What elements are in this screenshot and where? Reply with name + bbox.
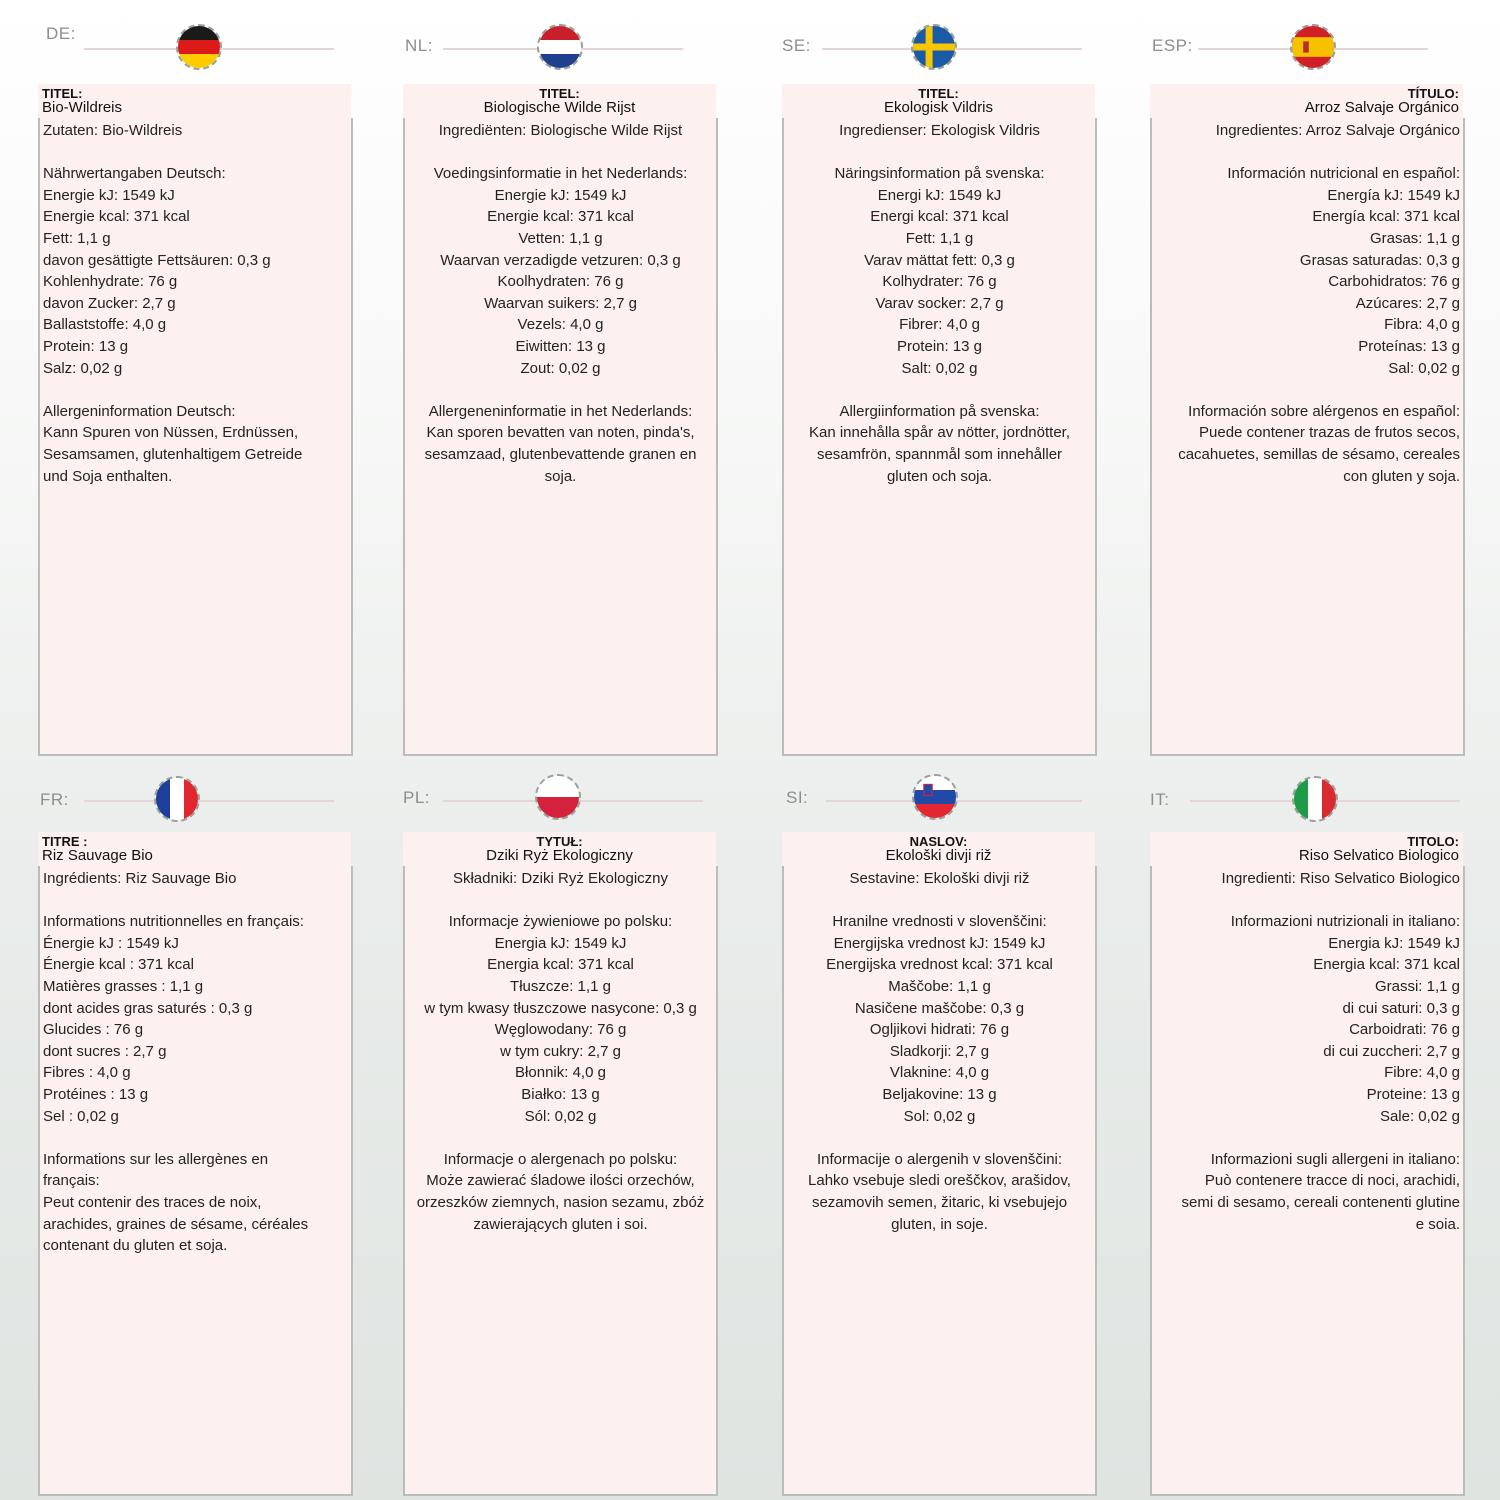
language-header	[1150, 748, 1465, 808]
title-label: TYTUŁ:	[536, 834, 583, 849]
language-header	[38, 748, 353, 808]
language-header	[403, 0, 718, 60]
language-header	[782, 0, 1097, 60]
info-line: Puede contener trazas de frutos secos,	[1199, 424, 1460, 442]
info-line: w tym cukry: 2,7 g	[500, 1042, 621, 1060]
info-line: Energi kcal: 371 kcal	[870, 208, 1009, 226]
info-line: Energia kJ: 1549 kJ	[1328, 934, 1460, 952]
info-line: Può contenere tracce di noci, arachidi,	[1204, 1172, 1460, 1190]
language-code: PL:	[403, 788, 431, 807]
info-line: Grasas: 1,1 g	[1369, 229, 1460, 247]
info-line: orzeszków ziemnych, nasion sezamu, zbóż	[416, 1193, 705, 1211]
info-line: Voedingsinformatie in het Nederlands:	[433, 165, 688, 183]
info-line: Maščobe: 1,1 g	[888, 977, 991, 995]
language-header	[782, 748, 1097, 808]
product-info	[38, 866, 353, 1496]
info-line: Fibrer: 4,0 g	[899, 316, 980, 334]
info-line: Grasas saturadas: 0,3 g	[1299, 251, 1460, 269]
language-code: DE:	[46, 24, 76, 43]
info-line: Protein: 13 g	[896, 337, 983, 355]
info-line: Carbohidratos: 76 g	[1328, 273, 1460, 291]
language-header	[403, 748, 718, 808]
title-value: Bio-Wildreis	[42, 99, 123, 116]
info-line: Información nutricional en español:	[1227, 165, 1460, 183]
info-line: Varav mättat fett: 0,3 g	[864, 251, 1015, 269]
info-line: Kolhydrater: 76 g	[882, 273, 997, 291]
info-line: Energijska vrednost kJ: 1549 kJ	[833, 934, 1046, 952]
info-line: Vezels: 4,0 g	[517, 316, 604, 334]
info-line	[1155, 890, 1460, 912]
info-line: davon gesättigte Fettsäuren: 0,3 g	[43, 251, 271, 269]
info-line: Kan innehålla spår av nötter, jordnötter,	[808, 424, 1070, 442]
info-line: Allergiinformation på svenska:	[839, 402, 1040, 420]
info-line: Białko: 13 g	[521, 1085, 600, 1103]
info-line: di cui zuccheri: 2,7 g	[1323, 1042, 1460, 1060]
product-info	[403, 866, 718, 1496]
info-line: Varav socker: 2,7 g	[875, 294, 1004, 312]
info-line: Fibre: 4,0 g	[1384, 1064, 1460, 1082]
info-line: con gluten y soja.	[1343, 467, 1460, 485]
title-box	[403, 832, 716, 868]
language-code: SI:	[786, 788, 809, 807]
info-line: sesamfrön, spannmål som innehåller	[816, 445, 1063, 463]
info-line: Informations sur les allergènes en	[43, 1150, 269, 1168]
info-line	[43, 379, 348, 401]
info-line: Energie kcal: 371 kcal	[43, 208, 190, 226]
info-line	[1155, 1127, 1460, 1149]
info-line: Näringsinformation på svenska:	[834, 165, 1045, 183]
product-info	[782, 118, 1097, 756]
info-line	[43, 890, 348, 912]
info-line: Información sobre alérgenos en español:	[1188, 402, 1460, 420]
info-line: Informazioni sugli allergeni in italiano:	[1210, 1150, 1460, 1168]
info-line: cacahuetes, semillas de sésamo, cereales	[1178, 445, 1460, 463]
info-line: e soia.	[1415, 1215, 1460, 1233]
product-info	[782, 866, 1097, 1496]
language-header	[38, 0, 353, 60]
info-line: Informacje żywieniowe po polsku:	[448, 913, 673, 931]
info-line: Energía kcal: 371 kcal	[1312, 208, 1460, 226]
info-line: Salz: 0,02 g	[43, 359, 123, 377]
product-info	[1150, 118, 1465, 756]
info-line: Sol: 0,02 g	[903, 1107, 976, 1125]
info-line	[408, 1127, 713, 1149]
info-line: Zout: 0,02 g	[520, 359, 601, 377]
info-line: Azúcares: 2,7 g	[1355, 294, 1460, 312]
title-box	[38, 84, 351, 120]
title-box	[403, 84, 716, 120]
info-line: Glucides : 76 g	[43, 1021, 144, 1039]
spain-flag-icon	[1290, 24, 1336, 70]
info-line: Energie kJ: 1549 kJ	[43, 186, 175, 204]
title-label: TITEL:	[539, 86, 580, 101]
info-line: Fibra: 4,0 g	[1384, 316, 1460, 334]
title-label: TITEL:	[42, 86, 83, 101]
info-line: Ingredienser: Ekologisk Vildris	[839, 122, 1040, 139]
title-value: Riz Sauvage Bio	[42, 847, 153, 864]
info-line: Fett: 1,1 g	[905, 229, 974, 247]
france-flag-icon	[154, 776, 200, 822]
info-line: Węglowodany: 76 g	[494, 1021, 627, 1039]
language-code: ESP:	[1152, 36, 1193, 55]
info-line: Nährwertangaben Deutsch:	[43, 165, 226, 183]
language-code: SE:	[782, 36, 811, 55]
info-line: davon Zucker: 2,7 g	[43, 294, 176, 312]
info-line: Ingredienti: Riso Selvatico Biologico	[1221, 870, 1460, 887]
info-line: gluten, in soje.	[891, 1215, 988, 1233]
info-line: Ballaststoffe: 4,0 g	[43, 316, 167, 334]
info-line: Składniki: Dziki Ryż Ekologiczny	[452, 870, 669, 887]
info-line: Energia kcal: 371 kcal	[487, 956, 634, 974]
info-line: w tym kwasy tłuszczowe nasycone: 0,3 g	[424, 999, 697, 1017]
info-line: Allergeninformation Deutsch:	[43, 402, 236, 420]
info-line: Vlaknine: 4,0 g	[889, 1064, 990, 1082]
info-line: Salt: 0,02 g	[901, 359, 978, 377]
language-code: FR:	[40, 790, 69, 809]
title-label: TITRE :	[42, 834, 88, 849]
info-line	[43, 1127, 348, 1149]
info-line: Koolhydraten: 76 g	[497, 273, 624, 291]
info-line: Sel : 0,02 g	[43, 1107, 119, 1125]
info-line: Informations nutritionnelles en français:	[43, 913, 304, 931]
info-line: Informacije o alergenih v slovenščini:	[816, 1150, 1063, 1168]
info-line: Sesamsamen, glutenhaltigem Getreide	[43, 445, 303, 463]
info-line: dont sucres : 2,7 g	[43, 1042, 167, 1060]
info-line: Informacje o alergenach po polsku:	[443, 1150, 678, 1168]
info-line: Kan sporen bevatten van noten, pinda's,	[426, 424, 695, 442]
info-line	[787, 890, 1092, 912]
info-line: sesamzaad, glutenbevattende granen en	[424, 445, 697, 463]
info-line: gluten och soja.	[886, 467, 993, 485]
title-value: Biologische Wilde Rijst	[483, 99, 636, 116]
info-line: Hranilne vrednosti v slovenščini:	[832, 913, 1047, 931]
info-line: Grassi: 1,1 g	[1374, 977, 1460, 995]
info-line: Energie kcal: 371 kcal	[487, 208, 634, 226]
info-line: soja.	[544, 467, 577, 485]
info-line: Energia kcal: 371 kcal	[1313, 956, 1460, 974]
info-line: Energia kJ: 1549 kJ	[494, 934, 627, 952]
info-line: Tłuszcze: 1,1 g	[510, 977, 611, 995]
info-line: Sestavine: Ekološki divji riž	[849, 870, 1030, 887]
title-box	[1150, 84, 1463, 120]
title-label: TITEL:	[918, 86, 959, 101]
info-line: Sale: 0,02 g	[1379, 1107, 1460, 1125]
info-line: Może zawierać śladowe ilości orzechów,	[426, 1172, 695, 1190]
info-line: Sal: 0,02 g	[1388, 359, 1460, 377]
info-line: Ingredientes: Arroz Salvaje Orgánico	[1215, 122, 1460, 139]
info-line: Waarvan suikers: 2,7 g	[484, 294, 637, 312]
product-info	[403, 118, 718, 756]
info-line	[1155, 142, 1460, 164]
title-box	[1150, 832, 1463, 868]
info-line: Waarvan verzadigde vetzuren: 0,3 g	[440, 251, 681, 269]
info-line: français:	[43, 1172, 100, 1190]
info-line: Beljakovine: 13 g	[882, 1085, 997, 1103]
info-line: Vetten: 1,1 g	[518, 229, 603, 247]
title-value: Arroz Salvaje Orgánico	[1304, 99, 1459, 116]
info-line	[43, 142, 348, 164]
info-line: Energijska vrednost kcal: 371 kcal	[826, 956, 1053, 974]
info-line: Kann Spuren von Nüssen, Erdnüssen,	[43, 424, 299, 442]
info-line: Informazioni nutrizionali in italiano:	[1230, 913, 1460, 931]
info-line: und Soja enthalten.	[43, 467, 173, 485]
info-line	[1155, 379, 1460, 401]
info-line: Fibres : 4,0 g	[43, 1064, 131, 1082]
info-line	[787, 379, 1092, 401]
title-box	[782, 84, 1095, 120]
info-line: di cui saturi: 0,3 g	[1342, 999, 1460, 1017]
info-line: semi di sesamo, cereali contenenti glutine	[1181, 1193, 1460, 1211]
title-value: Ekološki divji riž	[885, 847, 992, 864]
title-label: NASLOV:	[909, 834, 968, 849]
info-line: Énergie kJ : 1549 kJ	[43, 934, 179, 952]
info-line: Sól: 0,02 g	[524, 1107, 597, 1125]
italy-flag-icon	[1292, 776, 1338, 822]
info-line: zawierających gluten i soi.	[473, 1215, 648, 1233]
info-line: contenant du gluten et soja.	[43, 1237, 228, 1255]
poland-flag-icon	[535, 774, 581, 820]
info-line: Błonnik: 4,0 g	[515, 1064, 606, 1082]
language-code: NL:	[405, 36, 433, 55]
info-line: Protéines : 13 g	[43, 1085, 149, 1103]
title-value: Riso Selvatico Biologico	[1298, 847, 1459, 864]
title-value: Ekologisk Vildris	[884, 99, 993, 116]
info-line: Allergeneninformatie in het Nederlands:	[428, 402, 693, 420]
info-line: Energi kJ: 1549 kJ	[877, 186, 1002, 204]
language-header	[1150, 0, 1465, 60]
info-line: Ingrédients: Riz Sauvage Bio	[43, 870, 237, 887]
product-info	[1150, 866, 1465, 1496]
info-line: Carboidrati: 76 g	[1349, 1021, 1460, 1039]
info-line	[408, 890, 713, 912]
info-line	[787, 1127, 1092, 1149]
info-line: Kohlenhydrate: 76 g	[43, 273, 178, 291]
info-line	[408, 142, 713, 164]
info-line: Eiwitten: 13 g	[515, 337, 606, 355]
title-label: TITOLO:	[1407, 834, 1459, 849]
info-line: Energie kJ: 1549 kJ	[494, 186, 627, 204]
info-line: Sladkorji: 2,7 g	[889, 1042, 990, 1060]
info-line: Zutaten: Bio-Wildreis	[43, 122, 183, 139]
netherlands-flag-icon	[537, 24, 583, 70]
info-line: arachides, graines de sésame, céréales	[43, 1215, 309, 1233]
divider-line	[84, 800, 334, 802]
info-line: sezamovih semen, žitaric, ki vsebujejo	[811, 1193, 1068, 1211]
slovenia-flag-icon	[912, 774, 958, 820]
info-line: dont acides gras saturés : 0,3 g	[43, 999, 253, 1017]
info-line: Lahko vsebuje sledi oreščkov, arašidov,	[808, 1172, 1071, 1190]
product-info	[38, 118, 353, 756]
info-line: Ogljikovi hidrati: 76 g	[869, 1021, 1010, 1039]
info-line	[408, 379, 713, 401]
info-line: Energía kJ: 1549 kJ	[1327, 186, 1460, 204]
info-line: Protein: 13 g	[43, 337, 129, 355]
sweden-flag-icon	[911, 24, 957, 70]
title-value: Dziki Ryż Ekologiczny	[486, 847, 633, 864]
info-line	[787, 142, 1092, 164]
info-line: Ingrediënten: Biologische Wilde Rijst	[438, 122, 683, 139]
title-box	[782, 832, 1095, 868]
germany-flag-icon	[176, 24, 222, 70]
info-line: Peut contenir des traces de noix,	[43, 1193, 262, 1211]
title-label: TÍTULO:	[1407, 86, 1459, 101]
info-line: Fett: 1,1 g	[43, 229, 111, 247]
info-line: Proteine: 13 g	[1366, 1085, 1460, 1103]
info-line: Énergie kcal : 371 kcal	[43, 956, 194, 974]
language-code: IT:	[1150, 790, 1170, 809]
info-line: Nasičene maščobe: 0,3 g	[854, 999, 1025, 1017]
title-box	[38, 832, 351, 868]
info-line: Proteínas: 13 g	[1358, 337, 1460, 355]
info-line: Matières grasses : 1,1 g	[43, 977, 204, 995]
